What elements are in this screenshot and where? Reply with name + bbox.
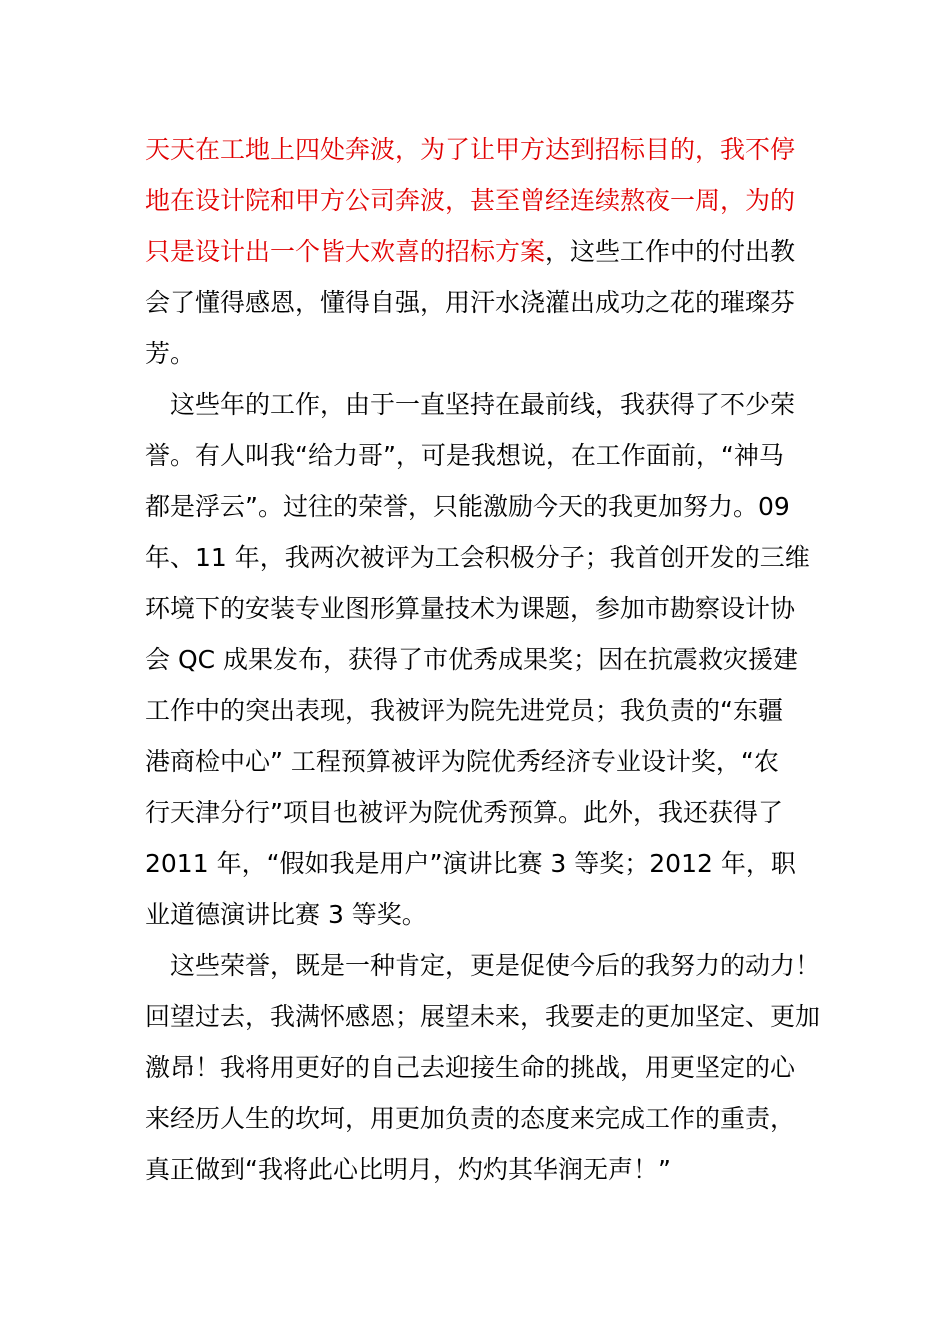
paragraph-1: [145, 124, 815, 379]
paragraph-3-line-2: 回望过去，我满怀感恩；展望未来，我要走的更加坚定、更加: [145, 1002, 821, 1031]
paragraph-1-line-3-highlight: 只是设计出一个皆大欢喜的招标方案: [145, 237, 546, 266]
paragraph-2-line-11: 业道德演讲比赛 3 等奖。: [145, 900, 427, 929]
paragraph-2-line-1: 这些年的工作，由于一直坚持在最前线，我获得了不少荣: [145, 390, 796, 419]
paragraph-3: [145, 940, 821, 1195]
paragraph-3-line-3: 激昂！我将用更好的自己去迎接生命的挑战，用更坚定的心: [145, 1053, 796, 1082]
paragraph-2-line-10: 2011 年，“假如我是用户”演讲比赛 3 等奖；2012 年，职: [145, 849, 796, 878]
paragraph-3-line-1: 这些荣誉，既是一种肯定，更是促使今后的我努力的动力！: [145, 951, 821, 980]
paragraph-2-line-4: 年、11 年，我两次被评为工会积极分子；我首创开发的三维: [145, 543, 810, 572]
paragraph-2-line-5: 环境下的安装专业图形算量技术为课题，参加市勘察设计协: [145, 594, 796, 623]
paragraph-2: [145, 379, 815, 940]
paragraph-1-line-4: 会了懂得感恩，懂得自强，用汗水浇灌出成功之花的璀璨芬: [145, 288, 796, 317]
paragraph-2-line-9: 行天津分行”项目也被评为院优秀预算。此外，我还获得了: [145, 798, 783, 827]
paragraph-2-line-8: 港商检中心” 工程预算被评为院优秀经济专业设计奖，“农: [145, 747, 779, 776]
paragraph-1-line-1: 天天在工地上四处奔波，为了让甲方达到招标目的，我不停: [145, 135, 796, 164]
paragraph-3-line-4: 来经历人生的坎坷，用更加负责的态度来完成工作的重责，: [145, 1104, 796, 1133]
paragraph-2-line-2: 誉。有人叫我“给力哥”，可是我想说，在工作面前，“神马: [145, 441, 784, 470]
paragraph-2-line-7: 工作中的突出表现，我被评为院先进党员；我负责的“东疆: [145, 696, 783, 725]
paragraph-1-line-3: [145, 226, 815, 277]
paragraph-1-line-2: 地在设计院和甲方公司奔波，甚至曾经连续熬夜一周，为的: [145, 186, 796, 215]
paragraph-1-line-5: 芳。: [145, 339, 196, 368]
paragraph-2-line-3: 都是浮云”。过往的荣誉，只能激励今天的我更加努力。09: [145, 492, 790, 521]
paragraph-1-line-3-rest: ，这些工作中的付出教: [545, 237, 796, 266]
paragraph-3-line-5: 真正做到“我将此心比明月，灼灼其华润无声！”: [145, 1155, 671, 1184]
paragraph-2-line-6: 会 QC 成果发布，获得了市优秀成果奖；因在抗震救灾援建: [145, 645, 799, 674]
